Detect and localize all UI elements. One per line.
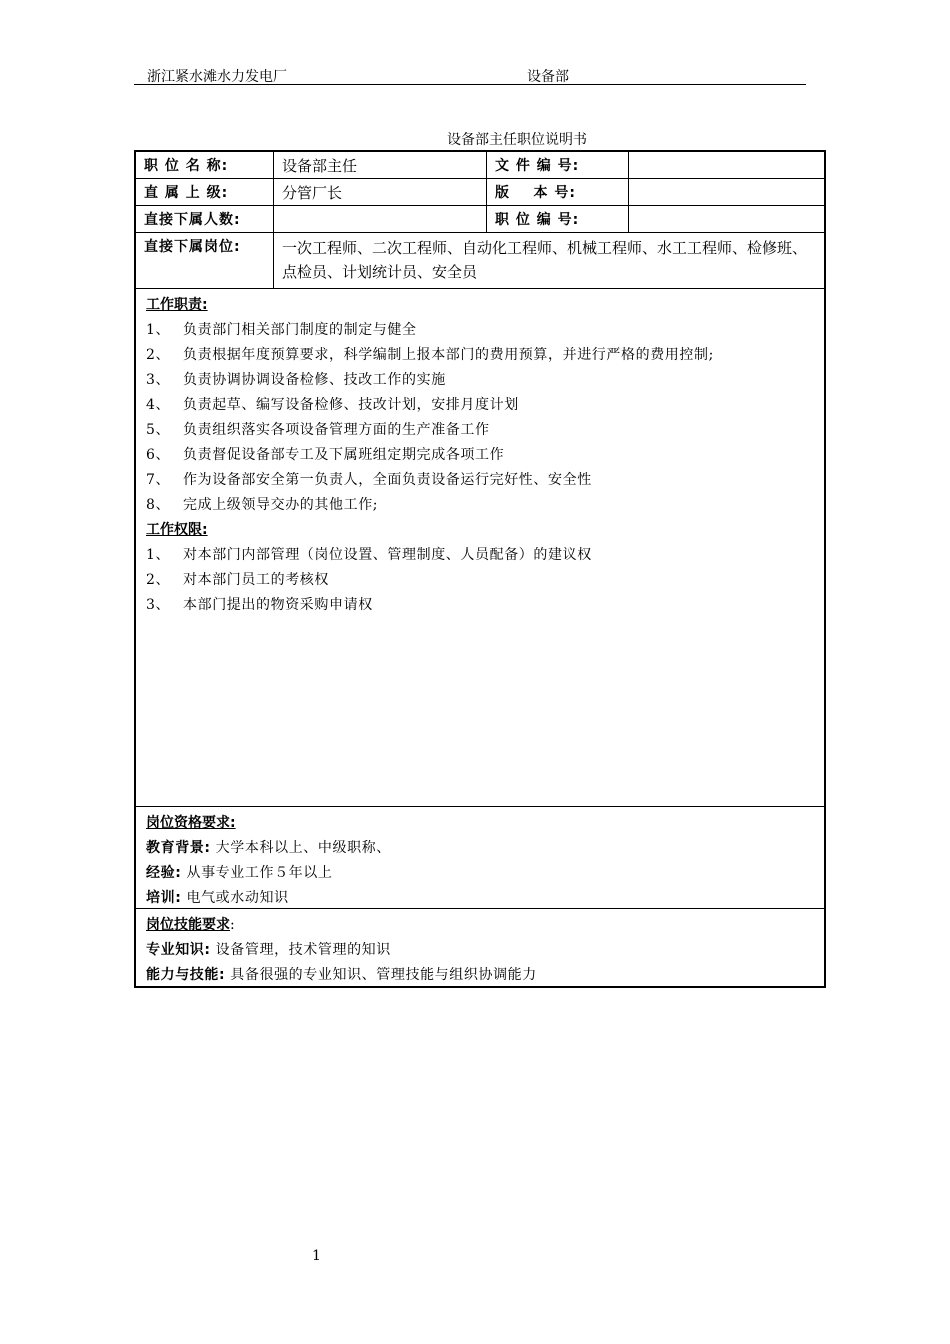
duty-num: 7、: [146, 472, 171, 488]
authority-item: [146, 593, 814, 618]
qualifications-section: [136, 807, 824, 909]
duty-text: 负责组织落实各项设备管理方面的生产准备工作: [183, 422, 490, 438]
duty-text: 负责根据年度预算要求，科学编制上报本部门的费用预算，并进行严格的费用控制;: [183, 347, 714, 363]
job-description-table: [134, 150, 826, 988]
position-name-value: 设备部主任: [274, 152, 487, 178]
ability-value: 具备很强的专业知识、管理技能与组织协调能力: [230, 967, 537, 983]
authority-item: [146, 543, 814, 568]
authority-num: 1、: [146, 547, 171, 563]
version-value: [629, 179, 824, 205]
experience-line: [146, 861, 814, 886]
duty-text: 负责部门相关部门制度的制定与健全: [183, 322, 417, 338]
duty-num: 5、: [146, 422, 171, 438]
duty-num: 6、: [146, 447, 171, 463]
knowledge-line: [146, 938, 814, 963]
subordinate-posts-label: 直接下属岗位:: [136, 233, 274, 288]
duty-num: 1、: [146, 322, 171, 338]
duty-text: 负责协调协调设备检修、技改工作的实施: [183, 372, 446, 388]
subordinate-posts-value: 一次工程师、二次工程师、自动化工程师、机械工程师、水工工程师、检修班、点检员、计划统计员、安全员: [282, 239, 808, 281]
training-value: 电气或水动知识: [186, 890, 289, 906]
subordinates-count-label: 直接下属人数:: [136, 206, 274, 232]
authority-text: 对本部门员工的考核权: [183, 572, 329, 588]
row-subordinate-posts: [136, 233, 824, 289]
page-number: 1: [312, 1248, 321, 1264]
education-line: [146, 836, 814, 861]
subordinates-count-value: [274, 206, 487, 232]
row-subordinates-count: [136, 206, 824, 233]
department-name: 设备部: [527, 69, 569, 85]
duty-text: 负责起草、编写设备检修、技改计划，安排月度计划: [183, 397, 519, 413]
row-supervisor: [136, 179, 824, 206]
duty-num: 3、: [146, 372, 171, 388]
duty-item: [146, 468, 814, 493]
ability-label: 能力与技能:: [146, 967, 226, 983]
knowledge-value: 设备管理，技术管理的知识: [215, 942, 391, 958]
duties-section: [136, 289, 824, 807]
duty-item: [146, 393, 814, 418]
duty-text: 完成上级领导交办的其他工作;: [183, 497, 379, 513]
duty-num: 2、: [146, 347, 171, 363]
duty-item: [146, 318, 814, 343]
authority-text: 本部门提出的物资采购申请权: [183, 597, 373, 613]
skills-heading-colon: :: [230, 917, 235, 933]
supervisor-value: 分管厂长: [274, 179, 487, 205]
skills-heading-line: [146, 913, 814, 938]
duty-text: 作为设备部安全第一负责人，全面负责设备运行完好性、安全性: [183, 472, 592, 488]
skills-section: [136, 909, 824, 986]
training-label: 培训:: [146, 890, 182, 906]
duty-item: [146, 443, 814, 468]
duty-num: 4、: [146, 397, 171, 413]
duty-text: 负责督促设备部专工及下属班组定期完成各项工作: [183, 447, 505, 463]
education-label: 教育背景:: [146, 840, 211, 856]
experience-value: 从事专业工作５年以上: [186, 865, 333, 881]
knowledge-label: 专业知识:: [146, 942, 211, 958]
authority-item: [146, 568, 814, 593]
header-divider: [134, 84, 806, 85]
doc-no-value: [629, 152, 824, 178]
education-value: 大学本科以上、中级职称、: [215, 840, 391, 856]
authority-num: 3、: [146, 597, 171, 613]
position-name-label: 职 位 名 称:: [136, 152, 274, 178]
skills-heading: 岗位技能要求: [146, 917, 230, 933]
ability-line: [146, 963, 814, 988]
supervisor-label: 直 属 上 级:: [136, 179, 274, 205]
training-line: [146, 886, 814, 911]
job-no-value: [629, 206, 824, 232]
duty-item: [146, 493, 814, 518]
document-title: 设备部主任职位说明书: [447, 132, 587, 148]
company-name: 浙江紧水滩水力发电厂: [147, 69, 287, 85]
authority-heading: 工作权限:: [146, 522, 208, 538]
row-position-name: [136, 152, 824, 179]
duty-num: 8、: [146, 497, 171, 513]
authority-num: 2、: [146, 572, 171, 588]
version-label: 版 本 号:: [487, 179, 629, 205]
duty-item: [146, 343, 814, 368]
duty-item: [146, 418, 814, 443]
experience-label: 经验:: [146, 865, 182, 881]
job-no-label: 职 位 编 号:: [487, 206, 629, 232]
authority-text: 对本部门内部管理（岗位设置、管理制度、人员配备）的建议权: [183, 547, 592, 563]
qualifications-heading: 岗位资格要求:: [146, 815, 236, 831]
duties-heading: 工作职责:: [146, 297, 208, 313]
duty-item: [146, 368, 814, 393]
doc-no-label: 文 件 编 号:: [487, 152, 629, 178]
